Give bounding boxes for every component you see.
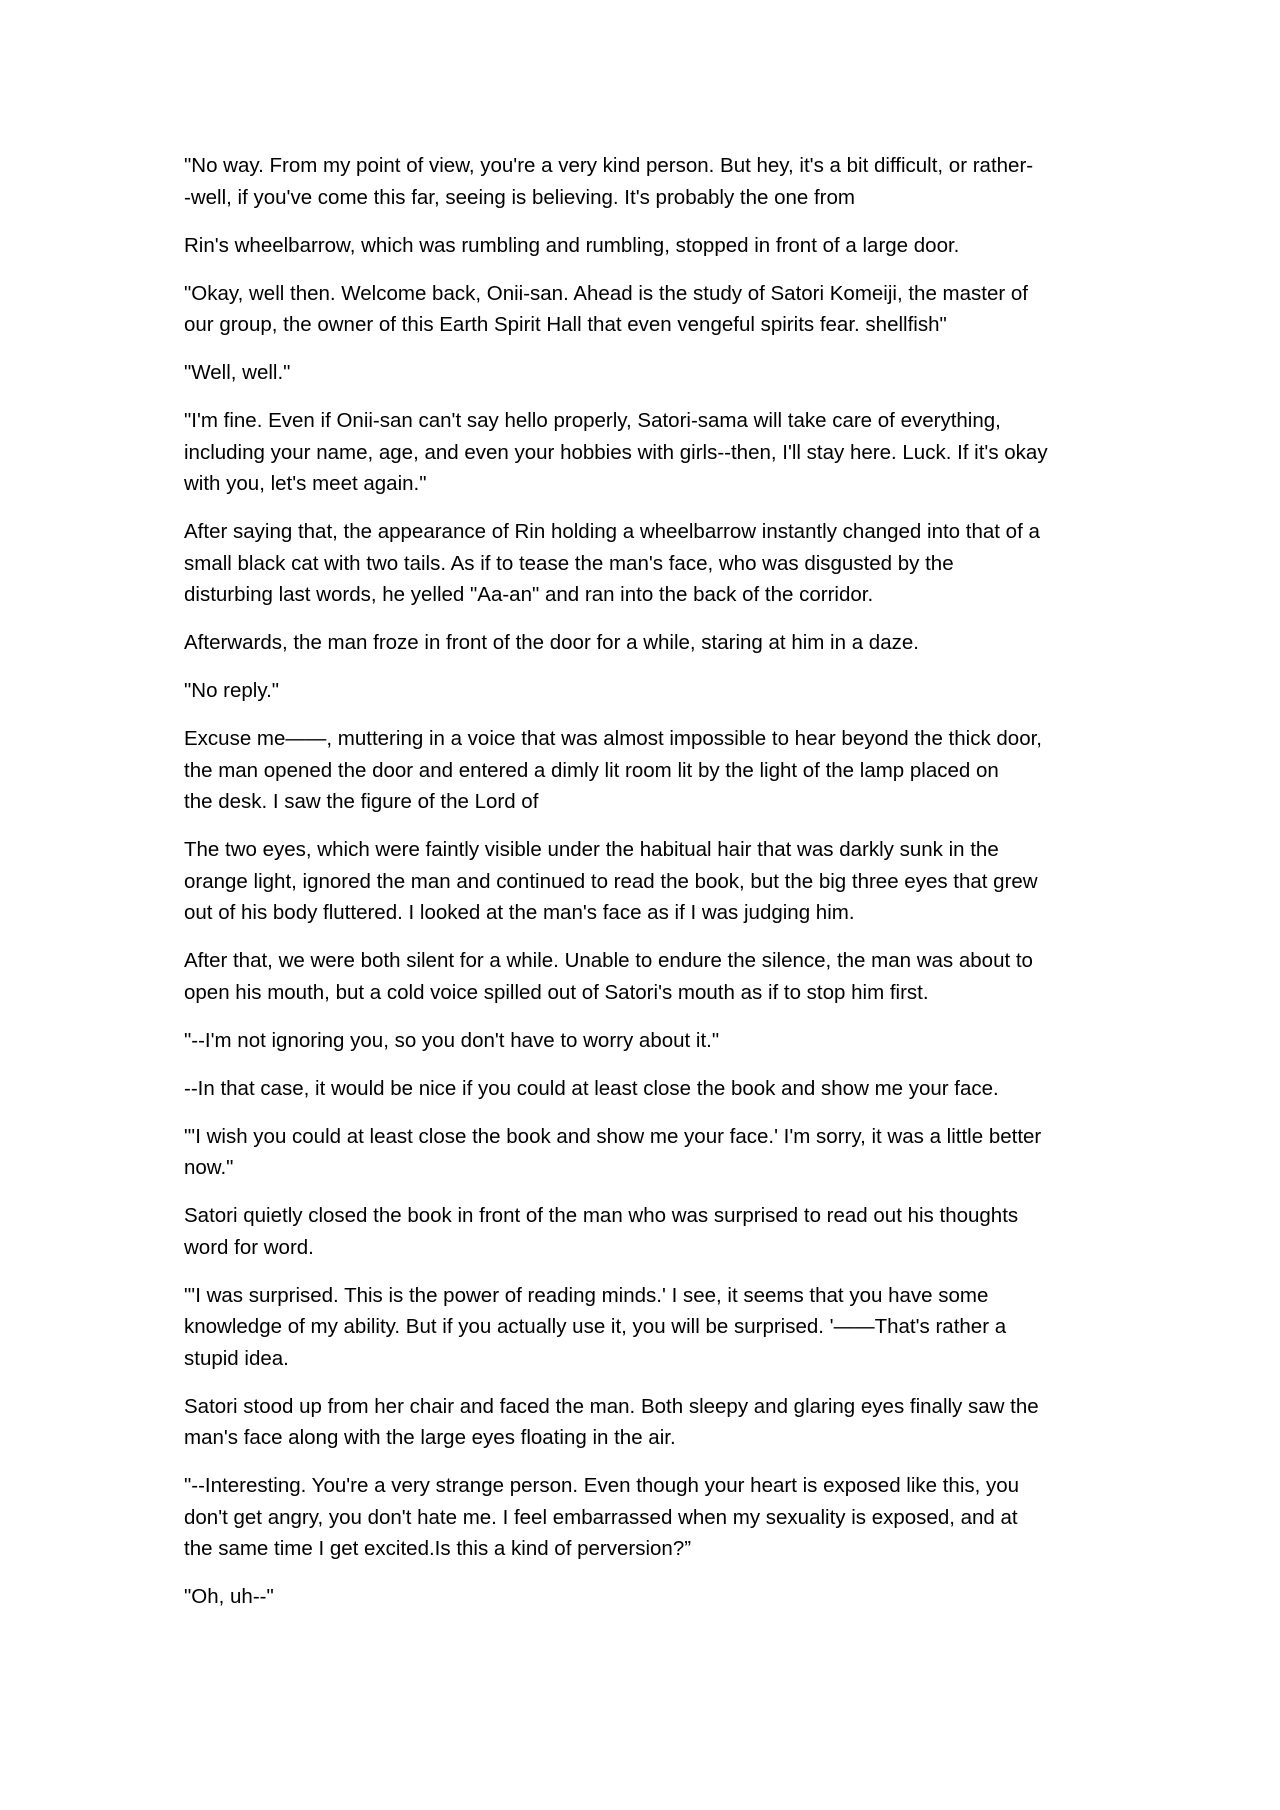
paragraph: "'I wish you could at least close the book and show me your face.' I'm sorry, it was a little better now.": [184, 1124, 1042, 1179]
paragraph: "Okay, well then. Welcome back, Onii-san. Ahead is the study of Satori Komeiji, the master of our group, the owner of this Earth Spirit Hall that even vengeful spirits fear. shellfish": [184, 281, 1028, 336]
paragraph: After that, we were both silent for a while. Unable to endure the silence, the man was about to open his mouth, but a cold voice spilled out of Satori's mouth as if to stop him first.: [184, 949, 1033, 1004]
paragraph: "No way. From my point of view, you're a very kind person. But hey, it's a bit difficult, or rather- -well, if you've come this far, seeing is believing. It's probably the one from: [184, 154, 1034, 209]
paragraph: Satori stood up from her chair and faced the man. Both sleepy and glaring eyes finally saw the man's face along with the large eyes floating in the air.: [184, 1394, 1039, 1449]
paragraph: --In that case, it would be nice if you could at least close the book and show me your face.: [184, 1076, 999, 1100]
paragraph: After saying that, the appearance of Rin holding a wheelbarrow instantly changed into that of a small black cat with two tails. As if to tease the man's face, who was disgusted by the disturbing last words, he yelled "Aa-an" and ran into the back of the corridor.: [184, 520, 1040, 606]
paragraph: Afterwards, the man froze in front of the door for a while, staring at him in a daze.: [184, 631, 919, 654]
paragraph: "'I was surprised. This is the power of reading minds.' I see, it seems that you have some knowledge of my ability. But if you actually use it, you will be surprised. '——That's rather a stupid idea.: [184, 1283, 1007, 1370]
paragraph: "--I'm not ignoring you, so you don't have to worry about it.": [184, 1028, 720, 1052]
paragraph: "Well, well.": [184, 361, 291, 384]
paragraph: Excuse me——, muttering in a voice that was almost impossible to hear beyond the thick door, the man opened the door and entered a dimly lit room lit by the light of the lamp placed on the desk. I saw the figure of the Lord of: [184, 727, 1042, 813]
paragraph: "No reply.": [184, 679, 280, 702]
paragraph: The two eyes, which were faintly visible under the habitual hair that was darkly sunk in the orange light, ignored the man and continued to read the book, but the big three eyes that grew out of his body fluttered. I looked at the man's face as if I was judging him.: [184, 838, 1038, 924]
paragraph: "Oh, uh--": [184, 1585, 274, 1608]
paragraph: Satori quietly closed the book in front of the man who was surprised to read out his thoughts word for word.: [184, 1204, 1019, 1259]
paragraph: "I'm fine. Even if Onii-san can't say hello properly, Satori-sama will take care of everything, including your name, age, and even your hobbies with girls--then, I'll stay here. Luck. If it's okay with you, let's meet again.": [184, 409, 1048, 495]
document-body: [184, 150, 1104, 1629]
paragraph: "--Interesting. You're a very strange person. Even though your heart is exposed like this, you don't get angry, you don't hate me. I feel embarrassed when my sexuality is exposed, and at the same time I get excited.Is this a kind of perversion?”: [184, 1474, 1020, 1560]
paragraph: Rin's wheelbarrow, which was rumbling and rumbling, stopped in front of a large door.: [184, 233, 960, 257]
